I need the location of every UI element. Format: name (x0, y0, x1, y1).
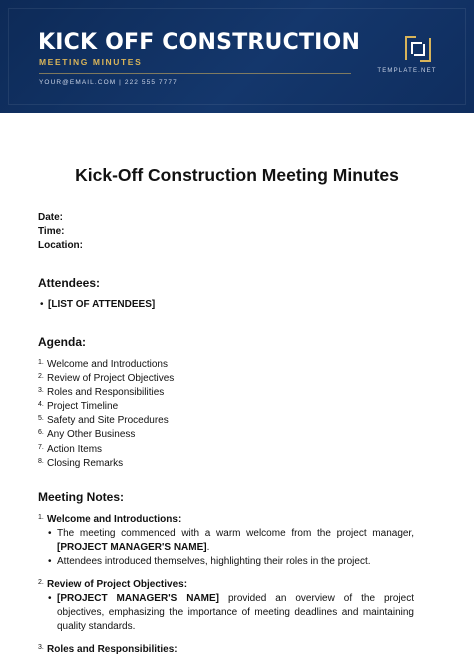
list-item (38, 443, 174, 457)
attendees-list (40, 299, 155, 310)
date-label: Date: (38, 212, 64, 223)
note-text-part: The meeting commenced with a warm welcome from the project manager, (57, 528, 414, 539)
note-text-part: Attendees introduced themselves, highlighting their roles in the project. (57, 556, 371, 567)
list-item (38, 555, 414, 569)
list-item (38, 457, 174, 471)
agenda-item-text: Safety and Site Procedures (47, 415, 169, 427)
item-number: 1. (38, 514, 44, 521)
list-item (40, 299, 155, 310)
bullet-icon: • (48, 556, 52, 567)
item-number: 2. (38, 373, 44, 381)
notes-section-title-row (38, 643, 414, 657)
item-number: 5. (38, 415, 44, 423)
document-title: Kick-Off Construction Meeting Minutes (75, 165, 399, 185)
notes-section (38, 513, 414, 569)
banner-title: KICK OFF CONSTRUCTION (38, 30, 361, 55)
item-number: 6. (38, 429, 44, 437)
banner-subtitle: MEETING MINUTES (39, 57, 143, 67)
list-item (38, 414, 174, 428)
agenda-item-text: Project Timeline (47, 401, 119, 413)
attendees-heading: Attendees: (38, 276, 101, 290)
item-number: 7. (38, 443, 44, 451)
template-net-logo-icon (402, 33, 434, 65)
notes-section-title-row (38, 513, 414, 527)
note-text (57, 592, 414, 634)
agenda-item-text: Welcome and Introductions (47, 359, 168, 370)
meeting-meta (38, 211, 83, 253)
notes-section-title-row (38, 578, 414, 592)
project-manager-placeholder: [PROJECT MANAGER'S NAME] (57, 593, 219, 604)
bullet-icon: • (40, 299, 44, 310)
item-number: 2. (38, 579, 44, 586)
notes-section-title: Welcome and Introductions: (47, 514, 182, 525)
item-number: 3. (38, 644, 44, 651)
note-text-part: . (206, 542, 210, 553)
contact-info: YOUR@EMAIL.COM | 222 555 7777 (39, 79, 178, 86)
attendee-placeholder: [LIST OF ATTENDEES] (48, 299, 156, 310)
meeting-notes (38, 513, 414, 666)
item-number: 4. (38, 401, 44, 409)
logo-text: TEMPLATE.NET (377, 68, 437, 74)
agenda-item-text: Any Other Business (47, 429, 136, 441)
header-banner (0, 0, 474, 113)
note-text (57, 555, 414, 569)
item-number: 1. (38, 359, 44, 366)
agenda-heading: Agenda: (38, 335, 86, 349)
location-label: Location: (38, 240, 83, 251)
notes-section-title: Roles and Responsibilities: (47, 644, 178, 655)
time-label: Time: (38, 226, 65, 237)
note-text (57, 527, 414, 555)
bullet-icon: • (48, 593, 52, 604)
list-item (38, 400, 174, 414)
bullet-icon: • (48, 528, 52, 539)
agenda-item-text: Review of Project Objectives (47, 373, 175, 385)
list-item (38, 428, 174, 442)
note-text-part: provided an overview of the project objectives, emphasizing the importance of meeting deadlines and maintaining quality standards. (57, 593, 414, 632)
agenda-item-text: Action Items (47, 443, 103, 455)
list-item (38, 527, 414, 555)
notes-section-title: Review of Project Objectives: (47, 579, 188, 590)
list-item (38, 372, 174, 386)
item-number: 8. (38, 457, 44, 465)
agenda-item-text: Closing Remarks (47, 457, 124, 469)
list-item (38, 358, 174, 372)
notes-section (38, 578, 414, 634)
list-item (38, 592, 414, 634)
list-item (38, 386, 174, 400)
project-manager-placeholder: [PROJECT MANAGER'S NAME] (57, 542, 207, 553)
item-number: 3. (38, 387, 44, 395)
agenda-list (38, 358, 174, 471)
agenda-item-text: Roles and Responsibilities (47, 387, 165, 399)
banner-divider (39, 73, 351, 74)
meeting-notes-heading: Meeting Notes: (38, 490, 125, 504)
notes-section (38, 643, 414, 657)
